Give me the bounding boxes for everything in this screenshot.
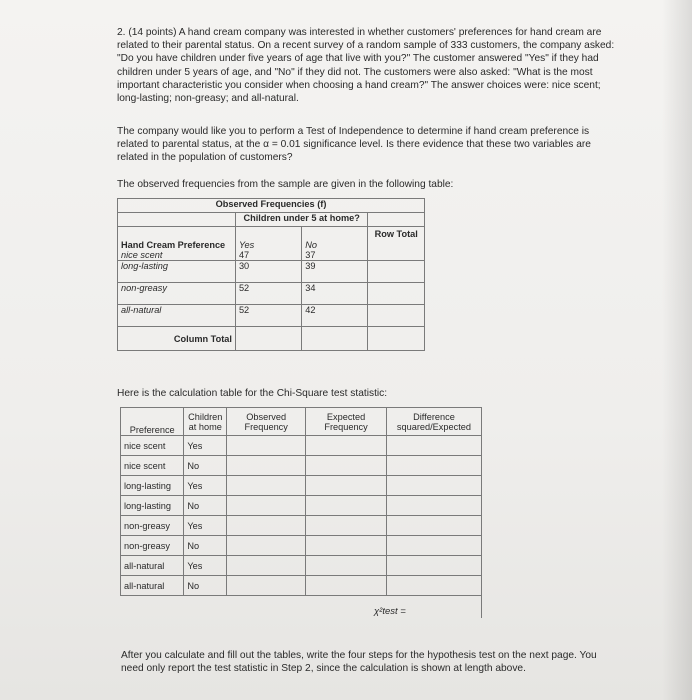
yes-value: 52: [235, 305, 301, 327]
preference-cell: all-natural: [121, 556, 184, 576]
table-row: [121, 536, 482, 556]
page-shadow: [662, 0, 692, 700]
observed-cell: [227, 476, 306, 496]
preference-cell: non-greasy: [121, 536, 184, 556]
preference-cell: nice scent: [121, 456, 184, 476]
preference-cell: long-lasting: [121, 476, 184, 496]
children-cell: No: [184, 496, 227, 516]
difference-cell: [386, 576, 481, 596]
children-cell: Yes: [184, 556, 227, 576]
column-total-yes: [235, 327, 301, 351]
difference-cell: [386, 516, 481, 536]
observed-cell: [227, 516, 306, 536]
table-row: [121, 556, 482, 576]
expected-cell: [306, 496, 387, 516]
observed-cell: [227, 456, 306, 476]
problem-intro: 2. (14 points) A hand cream company was interested in whether customers' preferences for hand cream are related to their parental status. On a recent survey of a random sample of 333 customers, the company asked: "Do you have children under five years of age that live with you?" The customer answered "Yes" if they had children under 5 years of age, and "No" if they did not. The customers were also asked: "What is the most important characteristic you consider when choosing a hand cream?" The answer choices were: nice scent; long-lasting; non-greasy; and all-natural.: [117, 27, 615, 105]
header-difference: Difference squared/Expected: [386, 408, 481, 436]
yes-value: 47: [238, 250, 250, 260]
row-total-cell: [368, 261, 425, 283]
table-row: [121, 476, 482, 496]
row-total-cell: [368, 305, 425, 327]
no-value: 34: [302, 283, 368, 305]
expected-cell: [306, 556, 387, 576]
closing-instructions: After you calculate and fill out the tables, write the four steps for the hypothesis test on the next page. You need only report the test statistic in Step 2, since the calculation is shown at length above.: [121, 650, 597, 675]
row-total-cell: [368, 283, 425, 305]
observed-cell: [227, 576, 306, 596]
blank-cell: [368, 213, 425, 227]
expected-cell: [306, 456, 387, 476]
children-cell: Yes: [184, 476, 227, 496]
no-value: 39: [302, 261, 368, 283]
table-row: [121, 456, 482, 476]
yes-value: 30: [235, 261, 301, 283]
observed-cell: [227, 496, 306, 516]
row-total-header: Row Total: [368, 227, 425, 261]
expected-cell: [306, 536, 387, 556]
table-row: [121, 596, 482, 618]
preference-cell: non-greasy: [121, 516, 184, 536]
preference-cell: nice scent: [121, 436, 184, 456]
row-label: nice scent: [121, 250, 163, 260]
test-statistic-label: χ²test =: [374, 606, 406, 617]
difference-cell: [386, 456, 481, 476]
problem-task: The company would like you to perform a Test of Independence to determine if hand cream preference is related to parental status, at the α = 0.01 significance level. Is there evidence that these two variables are related in the population of customers?: [117, 126, 591, 164]
children-cell: No: [184, 456, 227, 476]
column-total-label: Column Total: [118, 327, 236, 351]
children-cell: Yes: [184, 436, 227, 456]
table-intro: The observed frequencies from the sample are given in the following table:: [117, 179, 454, 190]
no-value: 42: [302, 305, 368, 327]
children-cell: Yes: [184, 516, 227, 536]
no-value: 37: [305, 250, 316, 260]
expected-cell: [306, 516, 387, 536]
difference-cell: [386, 476, 481, 496]
row-label: non-greasy: [118, 283, 236, 305]
table-row: [121, 436, 482, 456]
difference-cell: [386, 436, 481, 456]
observed-cell: [227, 536, 306, 556]
expected-cell: [306, 576, 387, 596]
preference-cell: all-natural: [121, 576, 184, 596]
difference-cell: [386, 556, 481, 576]
header-observed: Observed Frequency: [227, 408, 306, 436]
chi-intro: Here is the calculation table for the Chi-Square test statistic:: [117, 388, 388, 399]
difference-cell: [386, 496, 481, 516]
table-row: [121, 516, 482, 536]
difference-cell: [386, 536, 481, 556]
blank-cell: [118, 213, 236, 227]
expected-cell: [306, 436, 387, 456]
table-row: [121, 496, 482, 516]
children-cell: No: [184, 576, 227, 596]
grand-total-cell: [368, 327, 425, 351]
yes-cell: Yes 47: [235, 227, 301, 261]
row-label: all-natural: [118, 305, 236, 327]
preference-cell: long-lasting: [121, 496, 184, 516]
observed-frequencies-table: [117, 198, 425, 351]
observed-cell: [227, 436, 306, 456]
yes-value: 52: [235, 283, 301, 305]
row-label: long-lasting: [118, 261, 236, 283]
no-cell: No 37: [302, 227, 368, 261]
header-children: Children at home: [184, 408, 227, 436]
table-row: [121, 576, 482, 596]
header-expected: Expected Frequency: [306, 408, 387, 436]
row-header: Hand Cream Preference nice scent: [118, 227, 236, 261]
observed-cell: [227, 556, 306, 576]
observed-subtitle: Children under 5 at home?: [235, 213, 368, 227]
column-total-no: [302, 327, 368, 351]
observed-title: Observed Frequencies (f): [118, 199, 425, 213]
header-preference: Preference: [121, 408, 184, 436]
blank-cell: [121, 596, 482, 618]
children-cell: No: [184, 536, 227, 556]
chi-square-table: [120, 407, 482, 618]
expected-cell: [306, 476, 387, 496]
